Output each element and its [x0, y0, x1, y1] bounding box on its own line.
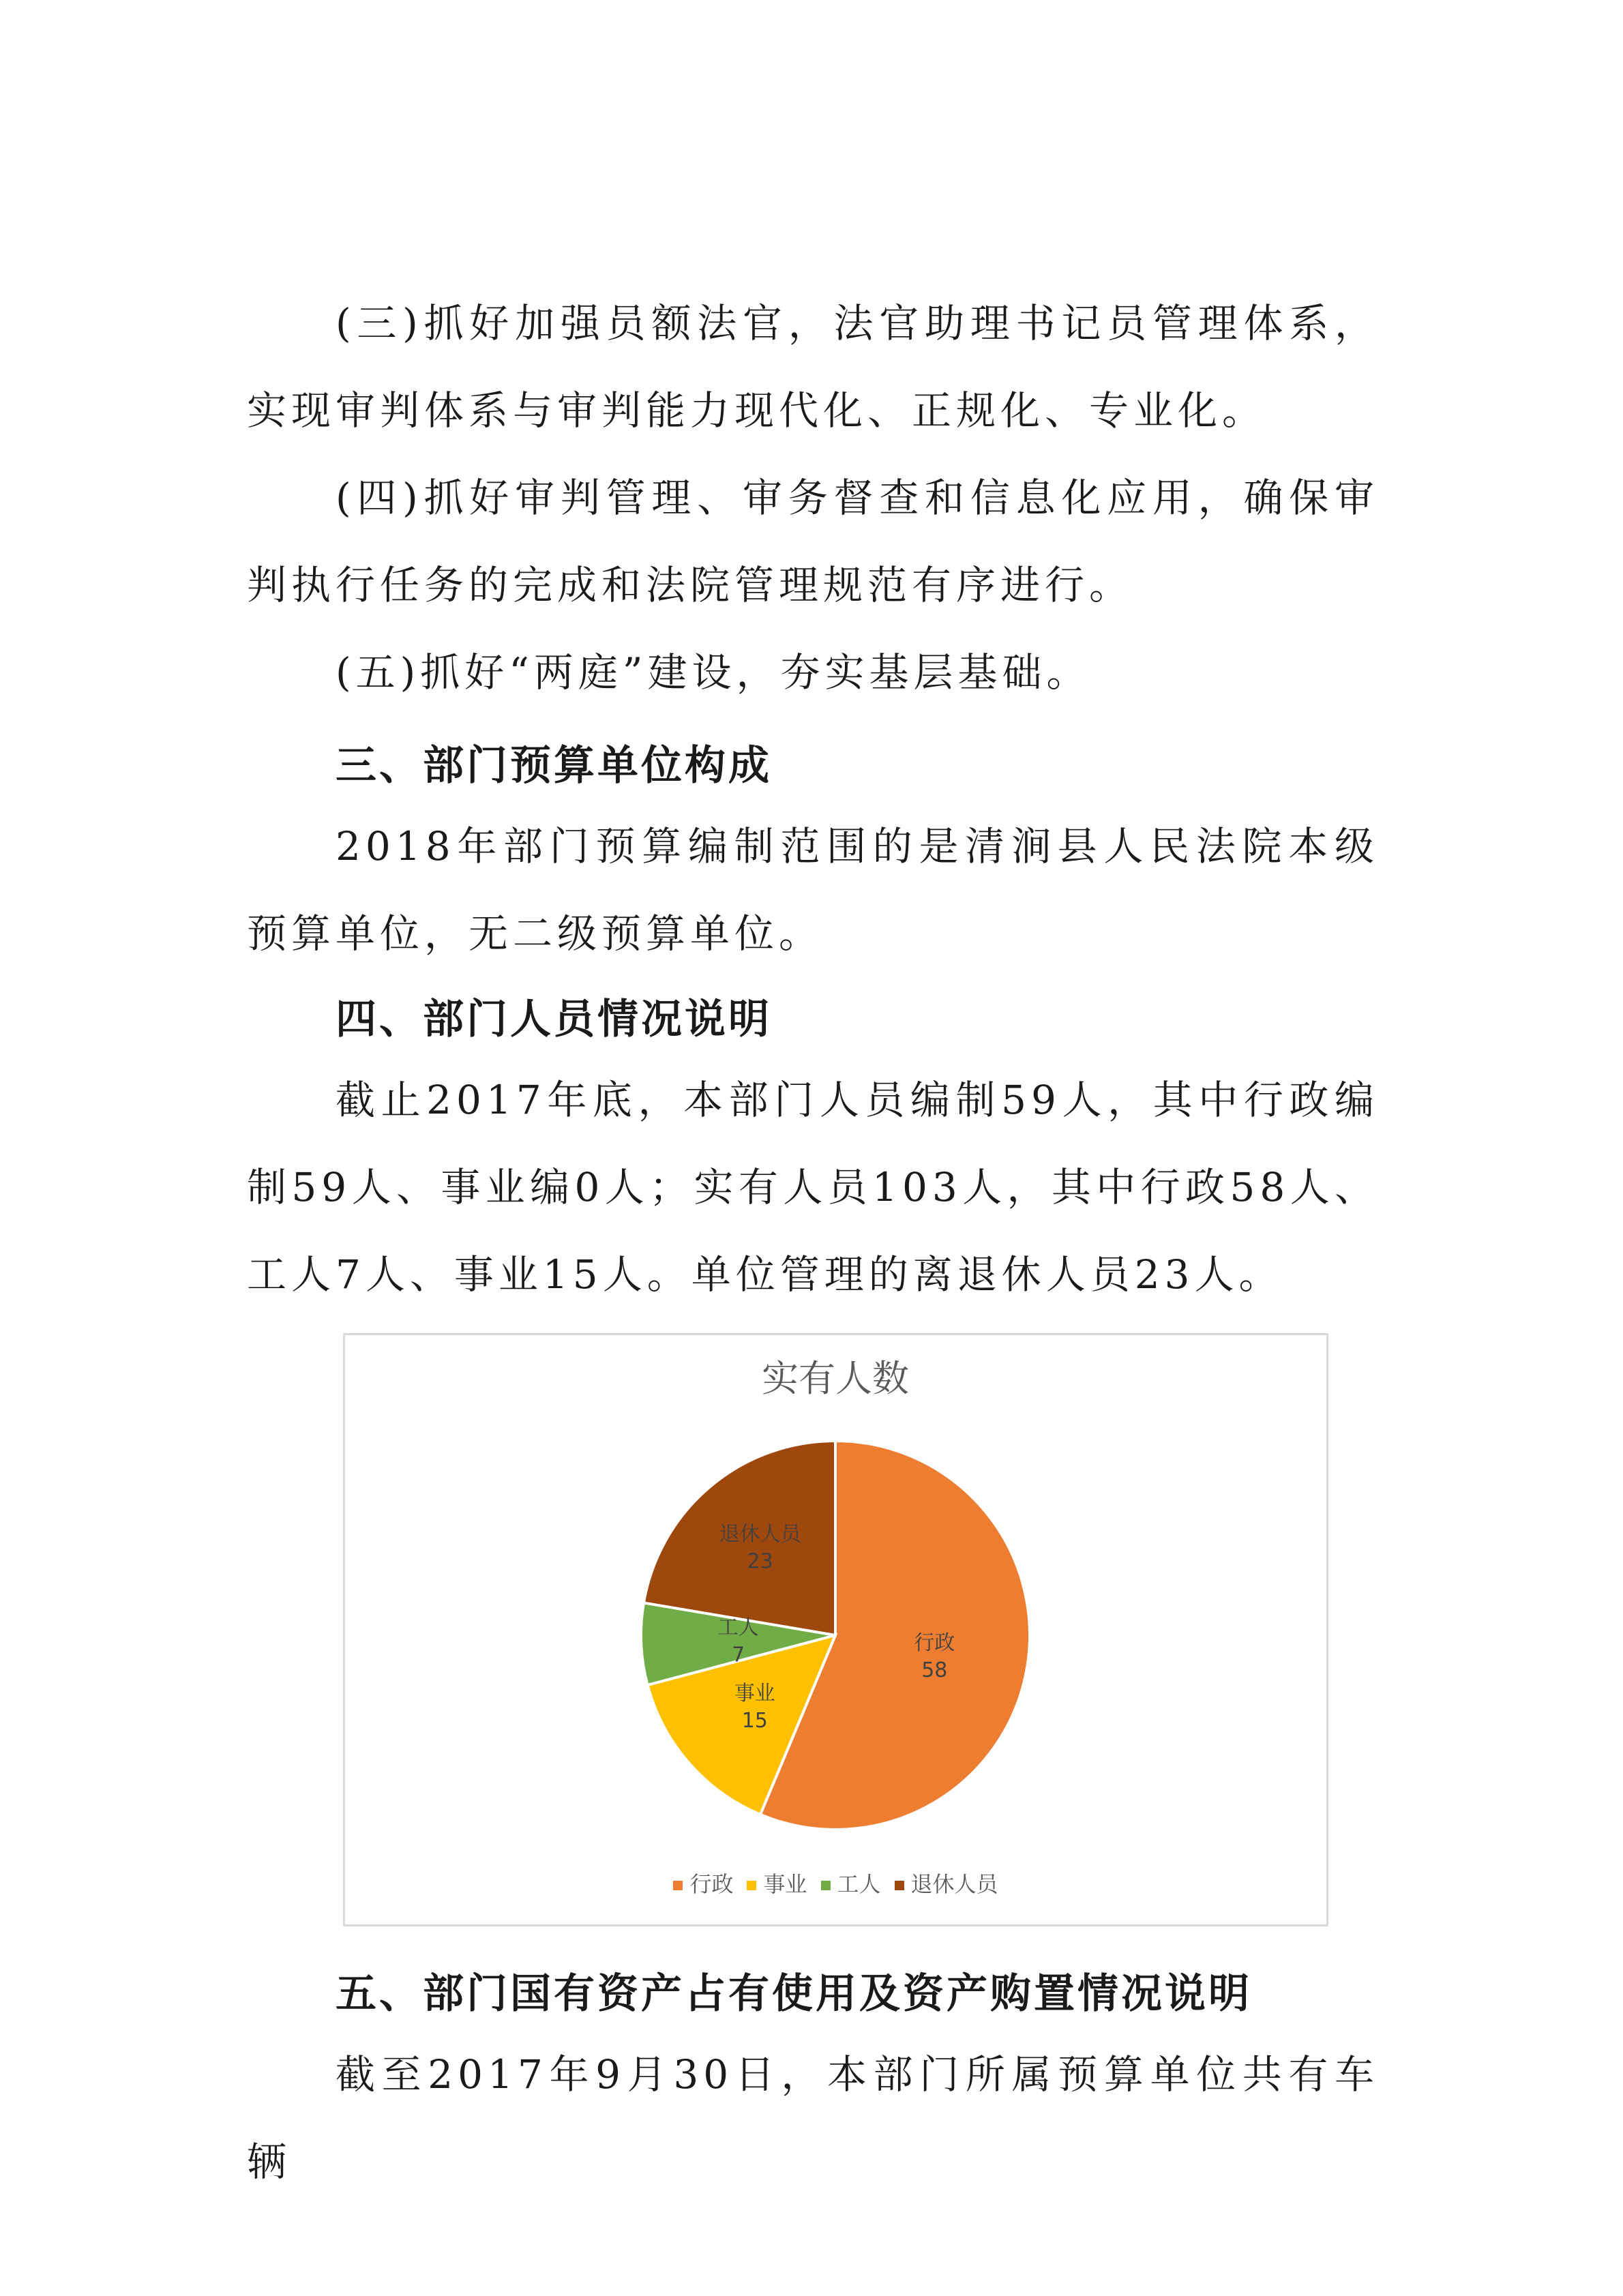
slice-label-value: 15	[741, 1708, 768, 1733]
section-5-body	[247, 2031, 1379, 2205]
slice-label-category: 事业	[734, 1681, 775, 1705]
slice-label-category: 工人	[717, 1615, 759, 1640]
section-4-body-text: 截止2017年底，本部门人员编制59人，其中行政编制59人、事业编0人；实有人员103人，其中行政58人、工人7人、事业15人。单位管理的离退休人员23人。	[247, 1077, 1379, 1298]
chart-legend	[345, 1867, 1326, 1898]
legend-item	[895, 1867, 998, 1898]
paragraph-4-text: (四)抓好审判管理、审务督查和信息化应用，确保审判执行任务的完成和法院管理规范有序进行。	[247, 475, 1379, 608]
legend-swatch	[747, 1881, 756, 1890]
section-3-body-text: 2018年部门预算编制范围的是清涧县人民法院本级预算单位，无二级预算单位。	[247, 823, 1379, 957]
paragraph-5-text: (五)抓好“两庭”建设，夯实基层基础。	[336, 649, 1091, 696]
section-5-title: 五、部门国有资产占有使用及资产购置情况说明	[336, 1970, 1252, 2018]
legend-swatch	[673, 1881, 683, 1890]
section-5-body-text: 截至2017年9月30日，本部门所属预算单位共有车辆	[247, 2051, 1379, 2185]
legend-item	[747, 1867, 807, 1898]
legend-label: 行政	[689, 1871, 734, 1897]
paragraph-5	[247, 629, 1379, 716]
chart-title: 实有人数	[762, 1357, 909, 1400]
paragraph-4	[247, 454, 1379, 629]
legend-swatch	[821, 1881, 831, 1890]
section-3-title: 三、部门预算单位构成	[336, 742, 772, 790]
slice-label-category: 退休人员	[719, 1522, 801, 1547]
slice-label-value: 23	[747, 1549, 773, 1574]
legend-label: 工人	[837, 1871, 881, 1897]
section-4-title: 四、部门人员情况说明	[336, 996, 772, 1043]
section-4-body	[247, 1056, 1379, 1318]
paragraph-3	[247, 280, 1379, 454]
slice-label-category: 行政	[914, 1631, 955, 1656]
section-3-body	[247, 803, 1379, 977]
slice-label-value: 58	[921, 1658, 948, 1683]
legend-swatch	[895, 1881, 904, 1890]
legend-label: 退休人员	[910, 1871, 998, 1897]
slice-label-value: 7	[732, 1643, 745, 1667]
paragraph-3-text: (三)抓好加强员额法官，法官助理书记员管理体系，实现审判体系与审判能力现代化、正规化、专业化。	[247, 300, 1379, 434]
legend-item	[673, 1867, 733, 1898]
legend-item	[821, 1867, 881, 1898]
legend-label: 事业	[763, 1871, 807, 1897]
pie-chart	[345, 1335, 1326, 1924]
pie-chart-panel	[343, 1333, 1328, 1926]
pie-slices	[641, 1441, 1030, 1830]
